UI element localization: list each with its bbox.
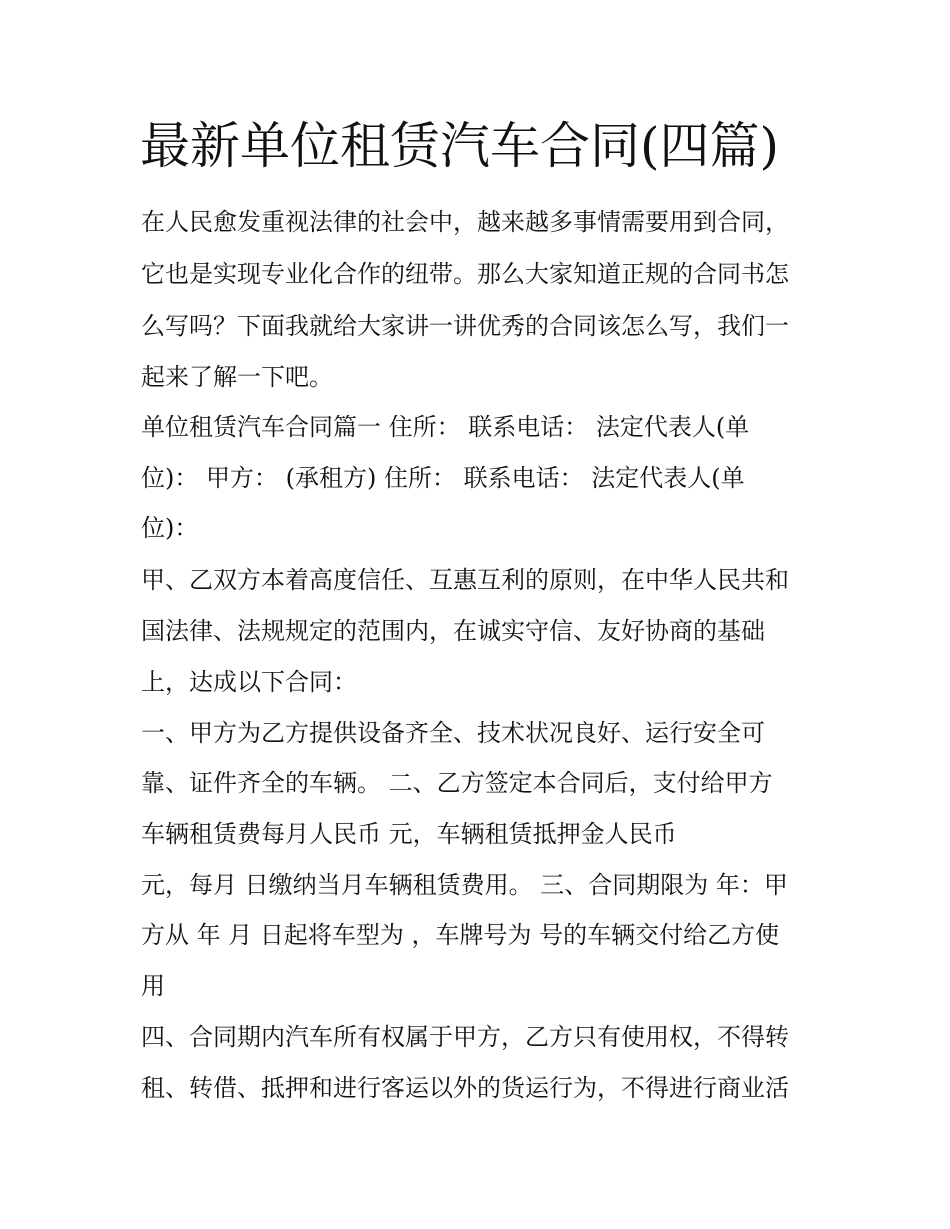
body-line-15: 方从 年 月 日起将车型为 ，车牌号为 号的车辆交付给乙方使 bbox=[141, 921, 780, 949]
body-line-13: 车辆租赁费每月人民币 元，车辆租赁抵押金人民币 bbox=[141, 820, 677, 848]
body-line-10: 上，达成以下合同： bbox=[141, 668, 357, 696]
body-line-16: 用 bbox=[141, 972, 165, 1000]
body-line-5: 单位租赁汽车合同篇一 住所： 联系电话： 法定代表人(单 bbox=[141, 413, 750, 441]
body-line-9: 国法律、法规规定的范围内，在诚实守信、友好协商的基础 bbox=[141, 617, 765, 645]
body-line-6: 位)： 甲方： (承租方) 住所： 联系电话： 法定代表人(单 bbox=[141, 464, 745, 492]
body-line-2: 它也是实现专业化合作的纽带。那么大家知道正规的合同书怎 bbox=[141, 260, 789, 288]
body-line-11: 一、甲方为乙方提供设备齐全、技术状况良好、运行安全可 bbox=[141, 719, 765, 747]
body-line-12: 靠、证件齐全的车辆。 二、乙方签定本合同后，支付给甲方 bbox=[141, 769, 773, 797]
body-line-1: 在人民愈发重视法律的社会中，越来越多事情需要用到合同， bbox=[141, 208, 789, 236]
body-line-4: 起来了解一下吧。 bbox=[141, 363, 333, 391]
body-line-14: 元，每月 日缴纳当月车辆租赁费用。 三、合同期限为 年：甲 bbox=[141, 871, 788, 899]
body-line-17: 四、合同期内汽车所有权属于甲方，乙方只有使用权，不得转 bbox=[141, 1023, 789, 1051]
body-line-18: 租、转借、抵押和进行客运以外的货运行为，不得进行商业活 bbox=[141, 1074, 789, 1102]
document-title: 最新单位租赁汽车合同(四篇) bbox=[140, 117, 780, 175]
body-line-8: 甲、乙双方本着高度信任、互惠互利的原则，在中华人民共和 bbox=[141, 566, 789, 594]
body-line-3: 么写吗？下面我就给大家讲一讲优秀的合同该怎么写，我们一 bbox=[141, 312, 789, 340]
body-line-7: 位)： bbox=[141, 514, 199, 542]
